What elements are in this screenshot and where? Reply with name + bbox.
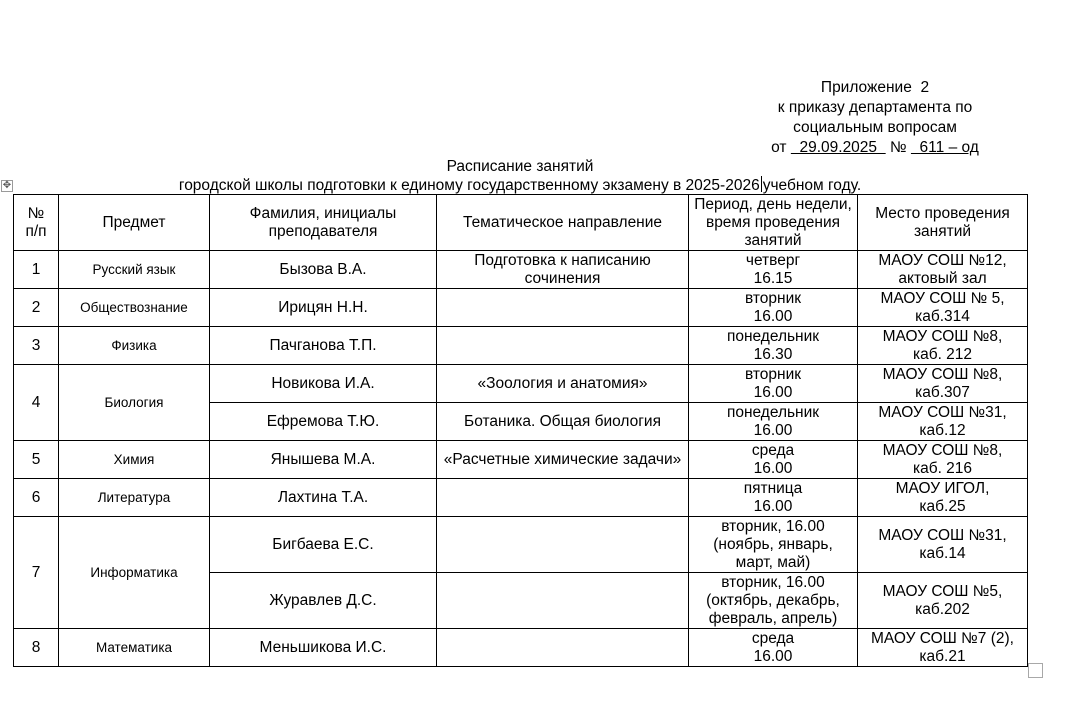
header-num: № п/п [14, 195, 59, 251]
subtitle-text-b: учебном году. [762, 177, 862, 194]
cell-topic: «Расчетные химические задачи» [437, 441, 689, 479]
period-time: 16.30 [753, 345, 793, 363]
cell-topic [437, 479, 689, 517]
place-school: МАОУ СОШ №5, [882, 582, 1003, 600]
cell-teacher: Бызова В.А. [210, 251, 437, 289]
place-school: МАОУ СОШ №7 (2), [870, 629, 1014, 647]
cell-period [689, 289, 858, 327]
place-room: каб.21 [919, 647, 966, 665]
cell-topic [437, 517, 689, 573]
document-subtitle[interactable] [0, 176, 1040, 195]
cell-subject: Химия [59, 441, 210, 479]
cell-num: 5 [14, 441, 59, 479]
period-day: среда [751, 441, 795, 459]
place-school: МАОУ СОШ №8, [882, 441, 1003, 459]
table-resize-icon[interactable] [1028, 663, 1043, 678]
appendix-date-number-line [740, 138, 1010, 158]
place-room: каб.25 [919, 497, 966, 515]
cell-topic [437, 629, 689, 667]
appendix-title: Приложение 2 [820, 79, 930, 96]
cell-num: 1 [14, 251, 59, 289]
period-time: 16.00 [753, 421, 793, 439]
cell-subject: Математика [59, 629, 210, 667]
period-time: 16.00 [753, 383, 793, 401]
place-room: каб.12 [919, 421, 966, 439]
table-row [14, 479, 1028, 517]
schedule-table [13, 194, 1028, 667]
cell-teacher: Ирицян Н.Н. [210, 289, 437, 327]
header-place: Место проведения занятий [858, 195, 1028, 251]
cell-place [858, 441, 1028, 479]
cell-num: 3 [14, 327, 59, 365]
period-day: вторник [744, 289, 802, 307]
header-teacher: Фамилия, инициалы преподавателя [210, 195, 437, 251]
period-time: 16.00 [753, 307, 793, 325]
place-room: каб. 212 [912, 345, 973, 363]
place-school: МАОУ СОШ №8, [882, 327, 1003, 345]
cell-subject: Русский язык [59, 251, 210, 289]
cell-subject: Физика [59, 327, 210, 365]
cell-subject: Биология [59, 365, 210, 441]
cell-num: 8 [14, 629, 59, 667]
order-date: 29.09.2025 [790, 139, 886, 156]
place-school: МАОУ СОШ №31, [878, 403, 1007, 421]
cell-subject: Литература [59, 479, 210, 517]
cell-teacher: Пачганова Т.П. [210, 327, 437, 365]
place-school: МАОУ СОШ №31, [878, 526, 1007, 544]
period-day: четверг [745, 251, 801, 269]
table-header-row [14, 195, 1028, 251]
place-room: актовый зал [898, 269, 987, 287]
cell-place [858, 403, 1028, 441]
period-time: 16.00 [753, 497, 793, 515]
place-room: каб.314 [915, 307, 970, 325]
cell-place [858, 289, 1028, 327]
table-row [14, 629, 1028, 667]
cell-subject: Обществознание [59, 289, 210, 327]
number-prefix: № [889, 139, 907, 156]
cell-period [689, 403, 858, 441]
table-row [14, 289, 1028, 327]
move-arrows-icon[interactable]: ✥ [2, 180, 12, 191]
appendix-block [740, 78, 1010, 158]
period-day: понедельник [726, 327, 820, 345]
period-day: вторник [744, 365, 802, 383]
period-time: 16.00 [753, 647, 793, 665]
cell-period: вторник, 16.00 (ноябрь, январь, март, май) [689, 517, 858, 573]
cell-period [689, 479, 858, 517]
cell-topic: «Зоология и анатомия» [437, 365, 689, 403]
place-school: МАОУ СОШ №8, [882, 365, 1003, 383]
cell-teacher: Новикова И.А. [210, 365, 437, 403]
period-day: среда [751, 629, 795, 647]
period-day: понедельник [726, 403, 820, 421]
cell-period: вторник, 16.00 (октябрь, декабрь, февраль, апрель) [689, 573, 858, 629]
place-room: каб.202 [915, 600, 970, 618]
cell-place [858, 573, 1028, 629]
cell-period [689, 441, 858, 479]
cell-period [689, 327, 858, 365]
cell-num: 6 [14, 479, 59, 517]
place-room: каб. 216 [912, 459, 973, 477]
cell-teacher: Бигбаева Е.С. [210, 517, 437, 573]
cell-place [858, 629, 1028, 667]
cell-period [689, 629, 858, 667]
table-row [14, 441, 1028, 479]
date-prefix: от [771, 139, 787, 156]
place-room: каб.14 [919, 544, 966, 562]
table-row [14, 517, 1028, 573]
cell-topic [437, 327, 689, 365]
cell-place [858, 251, 1028, 289]
appendix-department-line: социальным вопросам [793, 119, 957, 136]
place-school: МАОУ СОШ № 5, [880, 289, 1005, 307]
table-row [14, 251, 1028, 289]
cell-topic: Подготовка к написанию сочинения [437, 251, 689, 289]
order-number: 611 – од [910, 139, 979, 156]
period-day: пятница [743, 479, 803, 497]
cell-num: 7 [14, 517, 59, 629]
cell-teacher: Янышева М.А. [210, 441, 437, 479]
cell-topic [437, 289, 689, 327]
period-time: 16.15 [753, 269, 793, 287]
table-row [14, 365, 1028, 403]
period-time: 16.00 [753, 459, 793, 477]
subtitle-text-a: городской школы подготовки к единому государственному экзамену в 2025-2026 [178, 177, 760, 194]
cell-num: 2 [14, 289, 59, 327]
cell-topic: Ботаника. Общая биология [437, 403, 689, 441]
cell-teacher: Меньшикова И.С. [210, 629, 437, 667]
cell-place [858, 365, 1028, 403]
table-row [14, 327, 1028, 365]
appendix-order-line: к приказу департамента по [777, 99, 973, 116]
place-school: МАОУ СОШ №12, [878, 251, 1007, 269]
header-period: Период, день недели, время проведения занятий [689, 195, 858, 251]
cell-place [858, 327, 1028, 365]
cell-place [858, 479, 1028, 517]
cell-num: 4 [14, 365, 59, 441]
place-room: каб.307 [915, 383, 970, 401]
cell-period [689, 365, 858, 403]
document-title: Расписание занятий [446, 158, 594, 175]
text-cursor [761, 176, 762, 192]
cell-teacher: Журавлев Д.С. [210, 573, 437, 629]
place-school: МАОУ ИГОЛ, [895, 479, 990, 497]
cell-teacher: Ефремова Т.Ю. [210, 403, 437, 441]
header-subject: Предмет [59, 195, 210, 251]
cell-teacher: Лахтина Т.А. [210, 479, 437, 517]
cell-subject: Информатика [59, 517, 210, 629]
cell-topic [437, 573, 689, 629]
cell-period [689, 251, 858, 289]
header-topic: Тематическое направление [437, 195, 689, 251]
cell-place [858, 517, 1028, 573]
